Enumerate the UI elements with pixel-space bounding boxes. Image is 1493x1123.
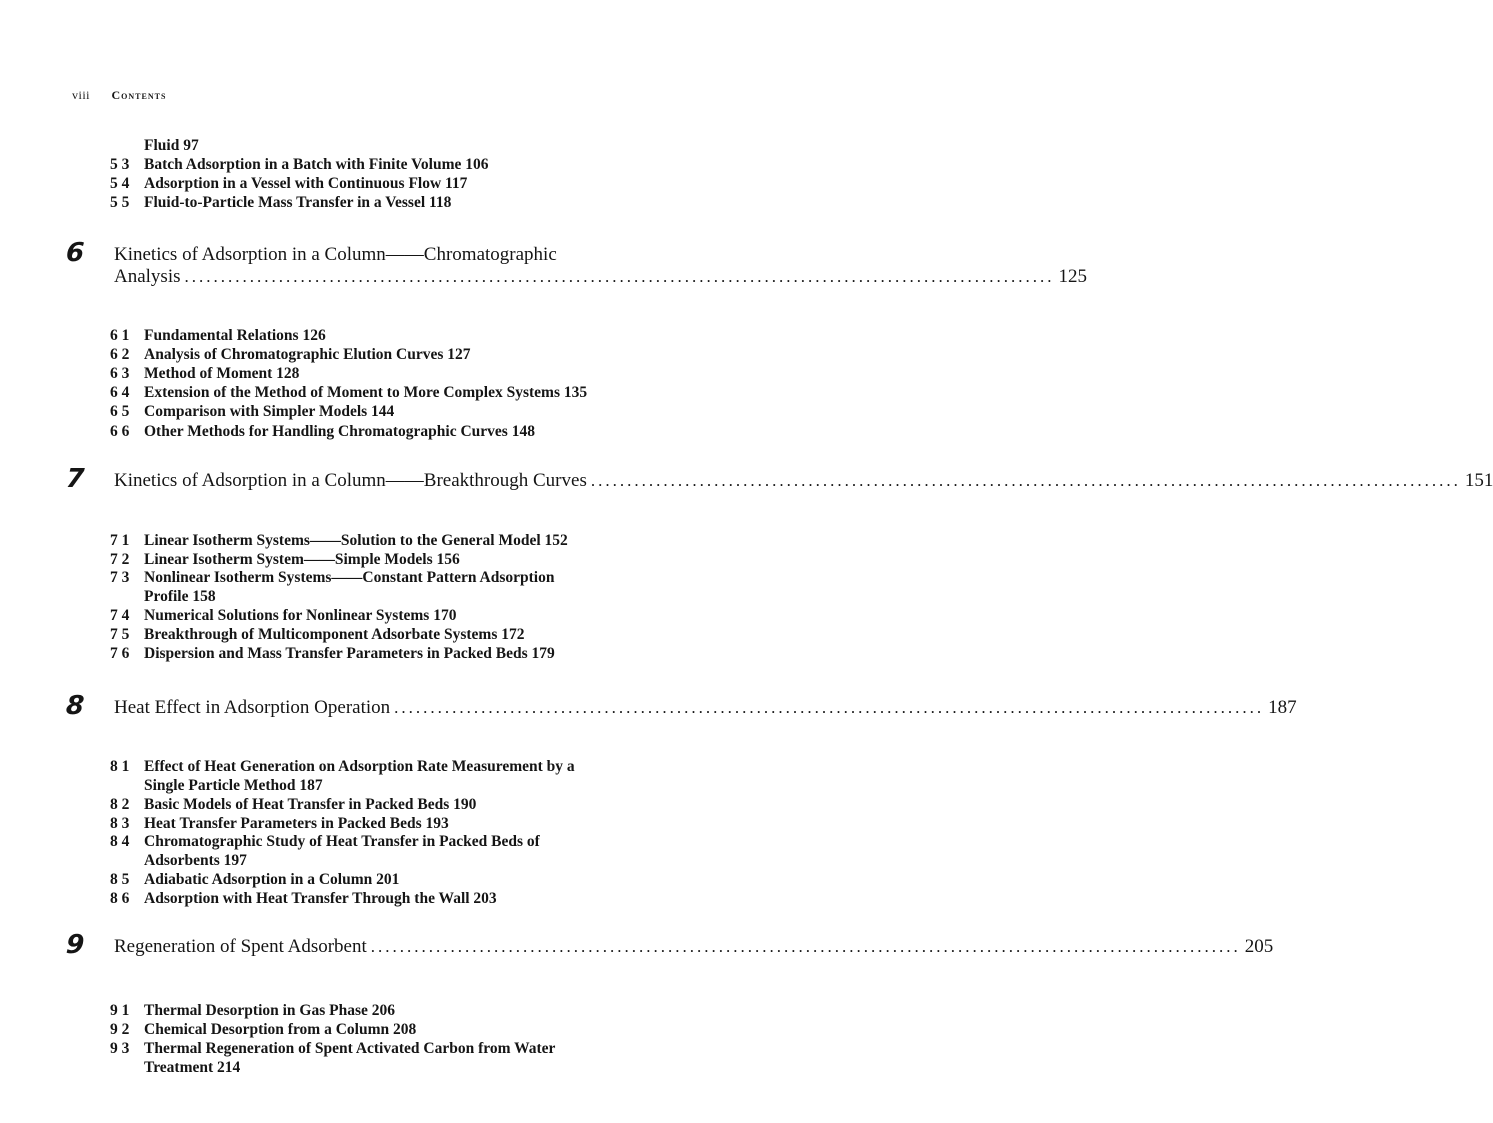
toc-section-entry	[110, 1001, 770, 1020]
section-title: Numerical Solutions for Nonlinear Systems 170	[144, 607, 457, 624]
toc-section-entry	[110, 795, 770, 814]
running-head	[72, 88, 166, 103]
toc-section-entry	[110, 174, 770, 193]
section-number: 7 4	[110, 607, 130, 624]
section-number: 6 4	[110, 384, 130, 401]
chapter-number: 9	[64, 930, 86, 960]
toc-section-entry	[110, 757, 770, 796]
chapter-title: Kinetics of Adsorption in a Column——Chromatographic	[114, 244, 557, 265]
section-title: Batch Adsorption in a Batch with Finite Volume 106	[144, 156, 489, 173]
toc-section-entry	[110, 606, 770, 625]
toc-section-entry	[110, 326, 770, 345]
section-number: 6 2	[110, 346, 130, 363]
toc-section-entry	[110, 383, 770, 402]
toc-section-entry	[110, 889, 770, 908]
toc-section-entry	[110, 364, 770, 383]
section-title: Dispersion and Mass Transfer Parameters in Packed Beds 179	[144, 645, 555, 662]
leader-dots: ........................................................................................................................	[394, 698, 1265, 717]
section-title: Comparison with Simpler Models 144	[144, 403, 395, 420]
chapter-number: 6	[64, 238, 86, 268]
toc-section-entry	[110, 625, 770, 644]
section-number: 5 5	[110, 194, 130, 211]
section-number: 7 3	[110, 569, 130, 586]
section-title: Thermal Regeneration of Spent Activated Carbon from Water	[144, 1040, 556, 1057]
section-title-continuation: Adsorbents 197	[144, 852, 247, 870]
toc-section-entry	[110, 550, 770, 569]
toc-section-entry	[110, 531, 770, 550]
section-number: 7 2	[110, 551, 130, 568]
running-title: Contents	[111, 88, 167, 102]
toc-section-entry	[110, 422, 770, 441]
toc-section-entry	[110, 345, 770, 364]
chapter-number: 8	[64, 691, 86, 721]
chapter-title: Regeneration of Spent Adsorbent	[114, 936, 367, 957]
section-number: 7 6	[110, 645, 130, 662]
section-title: Chromatographic Study of Heat Transfer in Packed Beds of	[144, 833, 540, 850]
toc-section-entry	[110, 402, 770, 421]
chapter-title: Heat Effect in Adsorption Operation	[114, 697, 391, 718]
section-title: Adsorption with Heat Transfer Through the Wall 203	[144, 890, 497, 907]
toc-section-entry	[110, 1039, 770, 1078]
section-title: Method of Moment 128	[144, 365, 300, 382]
chapter-title-continuation: Analysis	[114, 266, 181, 287]
section-number: 6 5	[110, 403, 130, 420]
section-title: Chemical Desorption from a Column 208	[144, 1021, 417, 1038]
chapter-heading-6	[64, 238, 1087, 304]
section-number: 7 1	[110, 532, 130, 549]
chapter-page-number: 125	[1058, 266, 1087, 287]
section-title: Extension of the Method of Moment to More Complex Systems 135	[144, 384, 588, 401]
section-title: Fluid-to-Particle Mass Transfer in a Vessel 118	[144, 194, 452, 211]
section-title: Heat Transfer Parameters in Packed Beds 193	[144, 815, 449, 832]
section-title: Adiabatic Adsorption in a Column 201	[144, 871, 400, 888]
toc-section-entry	[110, 155, 770, 174]
section-number: 9 1	[110, 1002, 130, 1019]
section-title: Effect of Heat Generation on Adsorption Rate Measurement by a	[144, 758, 575, 775]
chapter-number: 7	[64, 464, 86, 494]
toc-section-entry	[110, 832, 770, 871]
leader-dots: ........................................................................................................................	[370, 937, 1241, 956]
leader-dots: ........................................................................................................................	[590, 471, 1461, 490]
toc-section-entry	[110, 814, 770, 833]
section-title: Basic Models of Heat Transfer in Packed Beds 190	[144, 796, 477, 813]
section-title: Analysis of Chromatographic Elution Curves 127	[144, 346, 471, 363]
section-number: 6 1	[110, 327, 130, 344]
chapter-heading-8	[64, 691, 1297, 757]
section-title: Linear Isotherm System——Simple Models 156	[144, 551, 460, 568]
section-title: Nonlinear Isotherm Systems——Constant Pattern Adsorption	[144, 569, 555, 586]
toc-section-entry	[110, 644, 770, 663]
section-title-continuation: Profile 158	[144, 588, 216, 606]
toc-section-entry	[110, 870, 770, 889]
section-title: Linear Isotherm Systems——Solution to the General Model 152	[144, 532, 568, 549]
chapter-page-number: 187	[1268, 697, 1297, 718]
section-number: 5 3	[110, 156, 130, 173]
toc-section-entry	[110, 193, 770, 212]
section-number: 8 6	[110, 890, 130, 907]
section-title: Thermal Desorption in Gas Phase 206	[144, 1002, 396, 1019]
section-number: 8 4	[110, 833, 130, 850]
chapter-heading-9	[64, 930, 1274, 996]
toc-section-entry	[110, 1020, 770, 1039]
page-number: viii	[72, 88, 91, 102]
section-number: 5 4	[110, 175, 130, 192]
toc-section-entry	[110, 136, 770, 155]
section-number: 6 6	[110, 423, 130, 440]
section-title: Fundamental Relations 126	[144, 327, 326, 344]
section-title: Adsorption in a Vessel with Continuous Flow 117	[144, 175, 468, 192]
chapter-page-number: 205	[1244, 936, 1274, 957]
section-title-continuation: Treatment 214	[144, 1059, 241, 1077]
section-number: 8 3	[110, 815, 130, 832]
section-title-continuation: Single Particle Method 187	[144, 777, 323, 795]
section-number: 8 2	[110, 796, 130, 813]
section-number: 6 3	[110, 365, 130, 382]
leader-dots: ........................................................................................................................	[184, 267, 1055, 286]
section-number: 8 5	[110, 871, 130, 888]
chapter-heading-7	[64, 464, 1493, 530]
section-title: Fluid 97	[144, 137, 199, 154]
section-number: 8 1	[110, 758, 130, 775]
chapter-title: Kinetics of Adsorption in a Column——Breakthrough Curves	[114, 470, 587, 491]
chapter-page-number: 151	[1464, 470, 1493, 491]
section-number: 9 3	[110, 1040, 130, 1057]
toc-section-entry	[110, 568, 770, 607]
section-number: 9 2	[110, 1021, 130, 1038]
section-number: 7 5	[110, 626, 130, 643]
section-title: Breakthrough of Multicomponent Adsorbate Systems 172	[144, 626, 525, 643]
section-title: Other Methods for Handling Chromatographic Curves 148	[144, 423, 535, 440]
